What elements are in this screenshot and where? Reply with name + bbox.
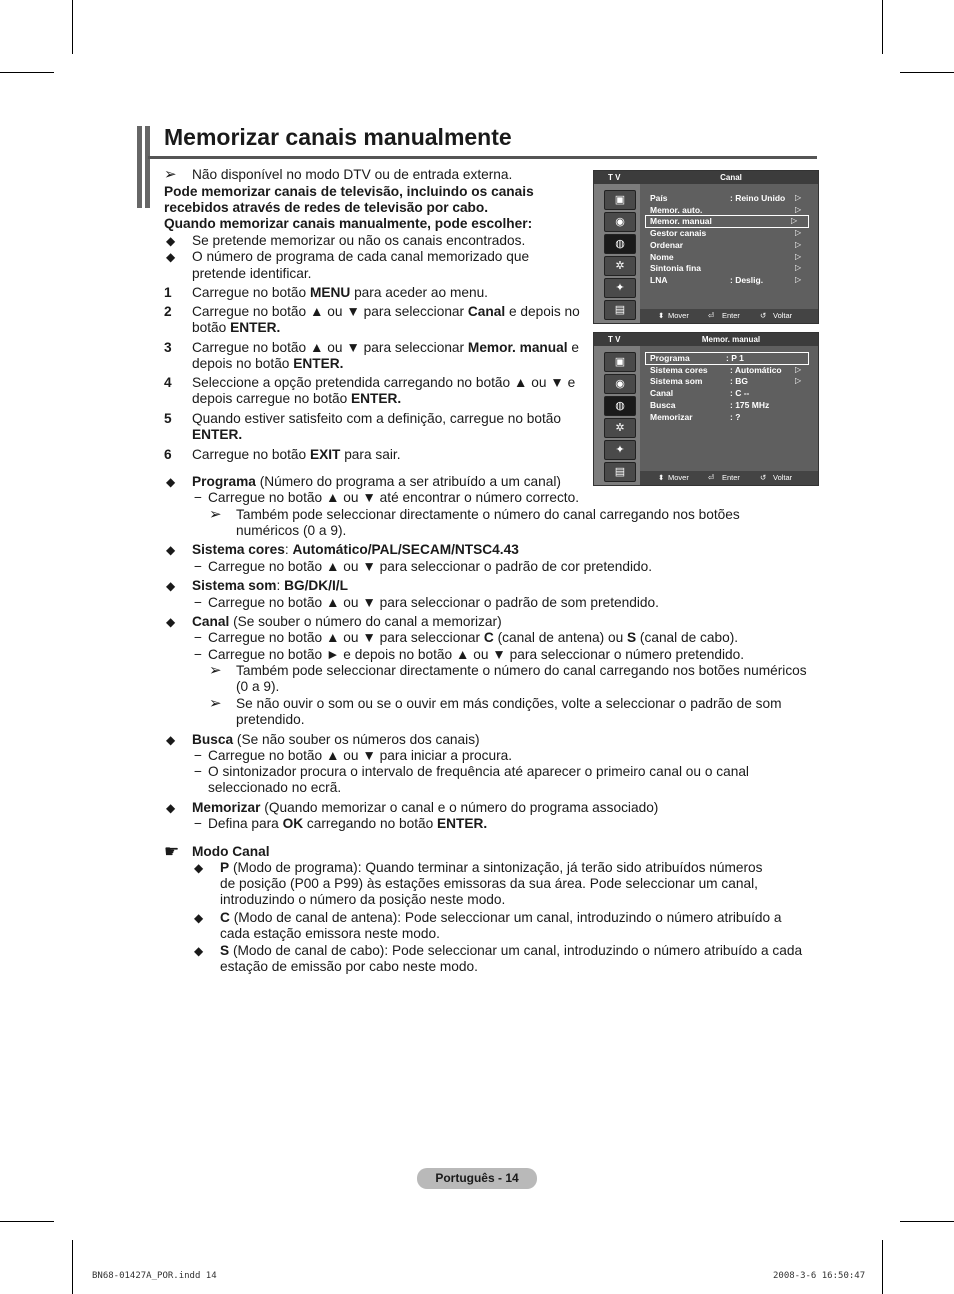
osd-menu-item[interactable]	[650, 205, 808, 216]
setup-icon: ✲	[604, 256, 636, 276]
step-5: Quando estiver satisfeito com a definição, carregue no botão	[192, 411, 562, 426]
dash-icon: −	[194, 816, 202, 831]
detail-sistema-cores: Sistema cores: Automático/PAL/SECAM/NTSC4.43	[192, 542, 519, 557]
enter-icon: ⏎	[708, 473, 715, 482]
osd-item-label: Canal	[650, 388, 674, 399]
detail-note: pretendido.	[236, 712, 305, 727]
note-arrow-icon: ➢	[164, 166, 177, 183]
bullet-text: pretende identificar.	[192, 266, 312, 281]
submenu-arrow-icon: ▷	[795, 228, 802, 238]
diamond-bullet-icon: ◆	[166, 234, 176, 248]
modo-text: de posição (P00 a P99) às estações emissoras da sua área. Pode seleccionar um canal,	[220, 876, 758, 891]
submenu-arrow-icon: ▷	[795, 204, 802, 214]
note-unavailable: Não disponível no modo DTV ou de entrada externa.	[192, 167, 513, 182]
detail-text: Carregue no botão ▲ ou ▼ para iniciar a procura.	[208, 748, 513, 763]
osd-back-label: Voltar	[773, 473, 793, 482]
pointing-hand-icon: ☛	[164, 842, 180, 861]
step-6: Carregue no botão EXIT para sair.	[192, 447, 401, 462]
slug-date: 2008-3-6 16:50:47	[773, 1271, 866, 1281]
input-icon: ✦	[604, 440, 636, 460]
diamond-bullet-icon: ◆	[166, 475, 176, 489]
detail-busca: Busca (Se não souber os números dos canais)	[192, 732, 480, 747]
diamond-bullet-icon: ◆	[166, 801, 176, 815]
osd-menu-item[interactable]	[650, 412, 808, 423]
channel-icon: ◍	[604, 396, 636, 416]
osd-item-label: Ordenar	[650, 239, 684, 250]
detail-programa: Programa (Número do programa a ser atribuído a um canal)	[192, 474, 561, 489]
step-1: Carregue no botão MENU para aceder ao menu.	[192, 285, 488, 300]
osd-item-label: Gestor canais	[650, 228, 707, 239]
enter-icon: ⏎	[708, 311, 715, 320]
submenu-arrow-icon: ▷	[791, 216, 798, 226]
osd-menu-item[interactable]	[650, 263, 808, 274]
dash-icon: −	[194, 647, 202, 662]
osd-menu-item[interactable]	[646, 216, 808, 227]
osd-move-label: Mover	[668, 473, 689, 482]
return-icon: ↺	[760, 311, 767, 320]
submenu-arrow-icon: ▷	[795, 364, 802, 374]
modo-s: S (Modo de canal de cabo): Pode seleccionar um canal, introduzindo o número atribuído a cada	[220, 943, 803, 958]
osd-menu-item[interactable]	[650, 388, 808, 399]
input-icon: ✦	[604, 278, 636, 298]
osd-item-value: : Reino Unido	[730, 193, 786, 203]
detail-text: seleccionado no ecrã.	[208, 780, 342, 795]
osd-item-label: Nome	[650, 251, 674, 262]
diamond-bullet-icon: ◆	[194, 911, 204, 925]
note-arrow-icon: ➢	[209, 662, 222, 679]
submenu-arrow-icon: ▷	[795, 274, 802, 284]
osd-item-label: Busca	[650, 399, 676, 410]
osd-menu-item[interactable]	[650, 193, 808, 204]
diamond-bullet-icon: ◆	[166, 615, 176, 629]
step-4: Seleccione a opção pretendida carregando no botão ▲ ou ▼ e	[192, 375, 576, 390]
dash-icon: −	[194, 764, 202, 779]
step-4-cont: depois carregue no botão ENTER.	[192, 391, 402, 406]
diamond-bullet-icon: ◆	[166, 543, 176, 557]
digital-icon: ▤	[604, 300, 636, 320]
detail-sistema-som: Sistema som: BG/DK/I/L	[192, 578, 348, 593]
step-number: 3	[164, 340, 172, 355]
osd-item-label: Memorizar	[650, 411, 693, 422]
bullet-text: Se pretende memorizar ou não os canais encontrados.	[192, 233, 526, 248]
note-arrow-icon: ➢	[209, 506, 222, 523]
return-icon: ↺	[760, 473, 767, 482]
step-number: 4	[164, 375, 172, 390]
step-number: 1	[164, 285, 172, 300]
intro-line: Quando memorizar canais manualmente, pode escolher:	[164, 216, 533, 231]
slug-filename: BN68-01427A_POR.indd 14	[92, 1271, 217, 1281]
osd-menu-memor-manual	[593, 332, 819, 486]
detail-text: Carregue no botão ▲ ou ▼ para seleccionar C (canal de antena) ou S (canal de cabo).	[208, 630, 739, 645]
picture-icon: ▣	[604, 352, 636, 372]
osd-enter-label: Enter	[722, 473, 740, 482]
detail-canal: Canal (Se souber o número do canal a memorizar)	[192, 614, 502, 629]
modo-text: estação de emissão por cabo neste modo.	[220, 959, 478, 974]
modo-text: cada estação emissora neste modo.	[220, 926, 440, 941]
detail-text: O sintonizador procura o intervalo de frequência até aparecer o primeiro canal ou o canal	[208, 764, 749, 779]
picture-icon: ▣	[604, 190, 636, 210]
title-rule	[148, 156, 817, 159]
osd-item-value: : C --	[730, 388, 750, 399]
osd-back-label: Voltar	[773, 311, 793, 320]
osd-tv-label: T V	[608, 173, 621, 182]
modo-canal-heading: Modo Canal	[192, 844, 270, 859]
submenu-arrow-icon: ▷	[795, 251, 802, 261]
osd-item-label: Memor. manual	[650, 216, 712, 227]
dash-icon: −	[194, 595, 202, 610]
step-5-cont: ENTER.	[192, 427, 243, 442]
detail-text: Carregue no botão ▲ ou ▼ para seleccionar o padrão de som pretendido.	[208, 595, 659, 610]
submenu-arrow-icon: ▷	[795, 263, 802, 273]
submenu-arrow-icon: ▷	[795, 239, 802, 249]
modo-c: C (Modo de canal de antena): Pode seleccionar um canal, introduzindo o número atribuído a	[220, 910, 782, 925]
intro-line: recebidos através de redes de televisão por cabo.	[164, 200, 489, 215]
diamond-bullet-icon: ◆	[194, 944, 204, 958]
step-number: 2	[164, 304, 172, 319]
intro-line: Pode memorizar canais de televisão, incluindo os canais	[164, 184, 534, 199]
osd-move-label: Mover	[668, 311, 689, 320]
osd-item-label: LNA	[650, 274, 668, 285]
osd-menu-canal	[593, 170, 819, 324]
osd-menu-item[interactable]	[650, 376, 808, 387]
osd-menu-item[interactable]	[650, 400, 808, 411]
bullet-text: O número de programa de cada canal memorizado que	[192, 249, 530, 264]
osd-tv-label: T V	[608, 335, 621, 344]
diamond-bullet-icon: ◆	[194, 861, 204, 875]
osd-item-label: País	[650, 193, 668, 203]
step-number: 5	[164, 411, 172, 426]
detail-note: Também pode seleccionar directamente o número do canal carregando nos botões numéricos	[236, 663, 807, 678]
dash-icon: −	[194, 748, 202, 763]
modo-p: P (Modo de programa): Quando terminar a sintonização, já terão sido atribuídos números	[220, 860, 763, 875]
detail-text: Defina para OK carregando no botão ENTER.	[208, 816, 488, 831]
move-icon: ⬍	[658, 473, 665, 482]
osd-menu-item[interactable]	[646, 353, 808, 364]
note-arrow-icon: ➢	[209, 695, 222, 712]
detail-text: Carregue no botão ▲ ou ▼ para seleccionar o padrão de cor pretendido.	[208, 559, 653, 574]
osd-item-label: Sistema cores	[650, 364, 708, 375]
dash-icon: −	[194, 559, 202, 574]
detail-note: (0 a 9).	[236, 679, 280, 694]
osd-item-value: : Automático	[730, 364, 782, 375]
modo-text: introduzindo o número da posição neste modo.	[220, 892, 506, 907]
step-3-cont: depois no botão ENTER.	[192, 356, 344, 371]
detail-text: Carregue no botão ▲ ou ▼ até encontrar o número correcto.	[208, 490, 580, 505]
osd-item-label: Sistema som	[650, 376, 703, 387]
osd-item-label: Programa	[650, 353, 690, 363]
move-icon: ⬍	[658, 311, 665, 320]
setup-icon: ✲	[604, 418, 636, 438]
step-2: Carregue no botão ▲ ou ▼ para seleccionar Canal e depois no	[192, 304, 580, 319]
diamond-bullet-icon: ◆	[166, 250, 176, 264]
channel-icon: ◍	[604, 234, 636, 254]
page-title: Memorizar canais manualmente	[164, 124, 512, 150]
sound-icon: ◉	[604, 374, 636, 394]
step-3: Carregue no botão ▲ ou ▼ para seleccionar Memor. manual e	[192, 340, 579, 355]
osd-menu-item[interactable]	[650, 240, 808, 251]
osd-title: Memor. manual	[701, 335, 761, 344]
digital-icon: ▤	[604, 462, 636, 482]
page-number-badge: Português - 14	[417, 1168, 537, 1189]
osd-menu-item[interactable]	[650, 365, 808, 376]
detail-note: Se não ouvir o som ou se o ouvir em más condições, volte a seleccionar o padrão de som	[236, 696, 782, 711]
sound-icon: ◉	[604, 212, 636, 232]
osd-title: Canal	[720, 173, 742, 182]
step-number: 6	[164, 447, 172, 462]
detail-note: Também pode seleccionar directamente o número do canal carregando nos botões	[236, 507, 740, 522]
osd-item-value: : 175 MHz	[730, 399, 770, 410]
osd-menu-item[interactable]	[650, 252, 808, 263]
detail-memorizar: Memorizar (Quando memorizar o canal e o número do programa associado)	[192, 800, 659, 815]
diamond-bullet-icon: ◆	[166, 733, 176, 747]
osd-menu-item[interactable]	[650, 228, 808, 239]
diamond-bullet-icon: ◆	[166, 579, 176, 593]
osd-menu-item[interactable]	[650, 275, 808, 286]
detail-note: numéricos (0 a 9).	[236, 523, 347, 538]
submenu-arrow-icon: ▷	[795, 376, 802, 386]
osd-item-value: : Deslig.	[730, 274, 764, 285]
osd-item-label: Sintonia fina	[650, 263, 701, 274]
detail-text: Carregue no botão ► e depois no botão ▲ ou ▼ para seleccionar o número pretendido.	[208, 647, 745, 662]
dash-icon: −	[194, 630, 202, 645]
step-2-cont: botão ENTER.	[192, 320, 281, 335]
osd-item-value: : BG	[730, 376, 748, 387]
dash-icon: −	[194, 490, 202, 505]
submenu-arrow-icon: ▷	[795, 193, 802, 202]
osd-item-label: Memor. auto.	[650, 204, 703, 215]
osd-item-value: : P 1	[726, 353, 744, 363]
osd-enter-label: Enter	[722, 311, 740, 320]
osd-item-value: : ?	[730, 411, 741, 422]
